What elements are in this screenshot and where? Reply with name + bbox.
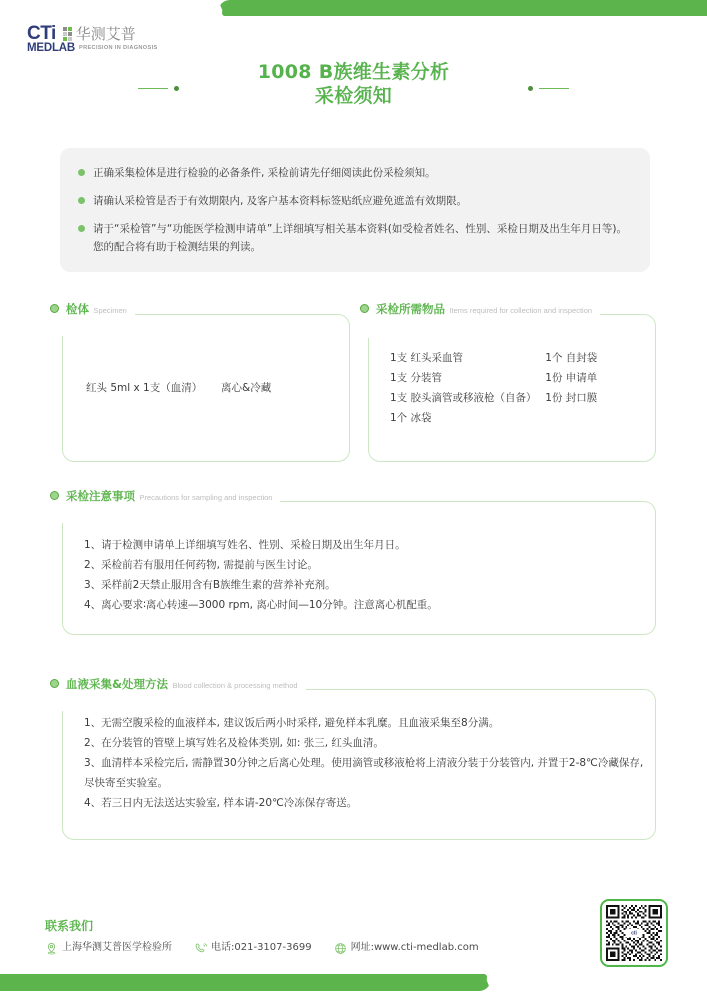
section-title-en: Specimen bbox=[93, 306, 127, 315]
notice-item bbox=[78, 220, 628, 256]
list-item: 1份 申请单 bbox=[545, 372, 598, 384]
specimen-row bbox=[86, 378, 341, 398]
list-item: 1支 红头采血管 bbox=[390, 352, 464, 364]
section-title-group bbox=[66, 675, 306, 693]
logo-tagline: PRECISION IN DIAGNOSIS bbox=[79, 45, 158, 51]
list-item: 2、采检前若有服用任何药物, 需提前与医生讨论。 bbox=[84, 559, 318, 571]
precautions-list bbox=[84, 535, 644, 615]
section-bullet-icon bbox=[50, 491, 59, 500]
page-title bbox=[0, 60, 707, 108]
blood-method-list bbox=[84, 713, 649, 813]
bullet-dot-icon bbox=[78, 225, 85, 232]
qr-code[interactable] bbox=[600, 899, 668, 967]
list-item: 4、离心要求∶离心转速—3000 rpm, 离心时间—10分钟。注意离心机配重。 bbox=[84, 599, 438, 611]
section-items-required bbox=[360, 300, 656, 465]
notice-item-text: 正确采集检体是进行检验的必备条件, 采检前请先仔细阅读此份采检须知。 bbox=[93, 167, 436, 179]
section-title-en: Items required for collection and inspection bbox=[449, 306, 593, 315]
section-title-group bbox=[66, 300, 135, 318]
section-title-group bbox=[376, 300, 600, 318]
section-bullet-icon bbox=[50, 304, 59, 313]
notice-panel bbox=[60, 148, 650, 272]
qr-code-pattern bbox=[606, 905, 662, 961]
notice-item-text: 请确认采检管是否于有效期限内, 及客户基本资料标签贴纸应避免遮盖有效期限。 bbox=[93, 195, 468, 207]
footer-address-text: 上海华测艾普医学检验所 bbox=[62, 942, 172, 953]
bullet-dot-icon bbox=[78, 169, 85, 176]
logo-medlab-text: MEDLAB bbox=[27, 42, 75, 54]
phone-icon bbox=[194, 942, 207, 955]
list-item: 1、请于检测申请单上详细填写姓名、性别、采检日期及出生年月日。 bbox=[84, 539, 406, 551]
qr-center-logo-text: cti bbox=[631, 930, 637, 936]
logo-row-secondary bbox=[27, 42, 177, 54]
specimen-handling-text: 离心&冷藏 bbox=[221, 382, 272, 394]
list-item: 1份 封口膜 bbox=[545, 392, 598, 404]
brand-logo bbox=[27, 24, 177, 54]
section-header bbox=[360, 300, 600, 318]
globe-icon bbox=[334, 942, 347, 955]
section-bullet-icon bbox=[360, 304, 369, 313]
section-title-en: Precautions for sampling and inspection bbox=[139, 493, 273, 502]
notice-item bbox=[78, 192, 628, 210]
qr-center-logo bbox=[626, 929, 643, 938]
specimen-body bbox=[86, 378, 341, 398]
page-title-line1: 1008 B族维生素分析 bbox=[257, 61, 450, 83]
section-title-en: Blood collection & processing method bbox=[172, 681, 298, 690]
notice-item bbox=[78, 164, 628, 182]
list-item: 1支 胶头滴管或移液枪（自备） bbox=[390, 392, 537, 404]
top-accent-bar bbox=[222, 0, 707, 16]
list-item: 1个 冰袋 bbox=[390, 412, 432, 424]
specimen-tube-text: 红头 5ml x 1支（血清） bbox=[86, 382, 203, 394]
location-pin-icon bbox=[45, 942, 58, 955]
items-column-left bbox=[390, 348, 545, 428]
decoration-line-icon bbox=[138, 88, 168, 90]
section-title-cn: 血液采集&处理方法 bbox=[66, 677, 169, 691]
bullet-dot-icon bbox=[78, 197, 85, 204]
section-title-group bbox=[66, 487, 280, 505]
logo-row-primary bbox=[27, 24, 177, 42]
title-decoration-left bbox=[138, 86, 179, 91]
list-item: 1支 分装管 bbox=[390, 372, 443, 384]
list-item: 2、在分装管的管壁上填写姓名及检体类别, 如: 张三, 红头血清。 bbox=[84, 737, 384, 749]
section-precautions bbox=[50, 487, 656, 635]
decoration-dot-icon bbox=[174, 86, 179, 91]
section-header bbox=[50, 487, 280, 505]
list-item: 3、血清样本采检完后, 需静置30分钟之后离心处理。使用滴管或移液枪将上清液分装于分装管内, 并置于2-8℃冷藏保存, 尽快寄至实验室。 bbox=[84, 757, 644, 789]
footer-website bbox=[334, 941, 479, 955]
decoration-dot-icon bbox=[528, 86, 533, 91]
section-header bbox=[50, 300, 135, 318]
section-title-cn: 采检所需物品 bbox=[376, 302, 445, 316]
list-item: 1个 自封袋 bbox=[545, 352, 598, 364]
footer-website-text: 网址:www.cti-medlab.com bbox=[350, 942, 479, 953]
section-bullet-icon bbox=[50, 679, 59, 688]
list-item: 3、采样前2天禁止服用含有B族维生素的营养补充剂。 bbox=[84, 579, 336, 591]
items-list bbox=[390, 348, 652, 428]
footer-address bbox=[45, 941, 172, 955]
decoration-line-icon bbox=[539, 88, 569, 90]
notice-item-text: 请于“采检管”与“功能医学检测申请单”上详细填写相关基本资料(如受检者姓名、性别、采检日期及出生年月日等)。您的配合将有助于检测结果的判读。 bbox=[93, 223, 627, 253]
section-blood-method bbox=[50, 675, 656, 840]
title-decoration-right bbox=[528, 86, 569, 91]
logo-chinese-name: 华测艾普 bbox=[75, 25, 136, 43]
list-item: 1、无需空腹采检的血液样本, 建议饭后两小时采样, 避免样本乳糜。且血液采集至8分满。 bbox=[84, 717, 500, 729]
items-column-right bbox=[545, 348, 652, 428]
footer-heading: 联系我们 bbox=[45, 919, 94, 933]
footer-phone bbox=[194, 941, 312, 955]
footer-contact-row bbox=[45, 941, 501, 955]
footer-phone-text: 电话:021-3107-3699 bbox=[211, 942, 312, 953]
section-header bbox=[50, 675, 306, 693]
bottom-accent-bar bbox=[0, 974, 487, 991]
section-specimen bbox=[50, 300, 350, 465]
logo-checker-icon bbox=[58, 27, 72, 41]
page-title-line2: 采检须知 bbox=[314, 85, 393, 107]
list-item: 4、若三日内无法送达实验室, 样本请-20℃冷冻保存寄送。 bbox=[84, 797, 358, 809]
section-title-cn: 采检注意事项 bbox=[66, 489, 135, 503]
section-title-cn: 检体 bbox=[66, 302, 89, 316]
logo-cti-text: CTi bbox=[27, 23, 56, 44]
